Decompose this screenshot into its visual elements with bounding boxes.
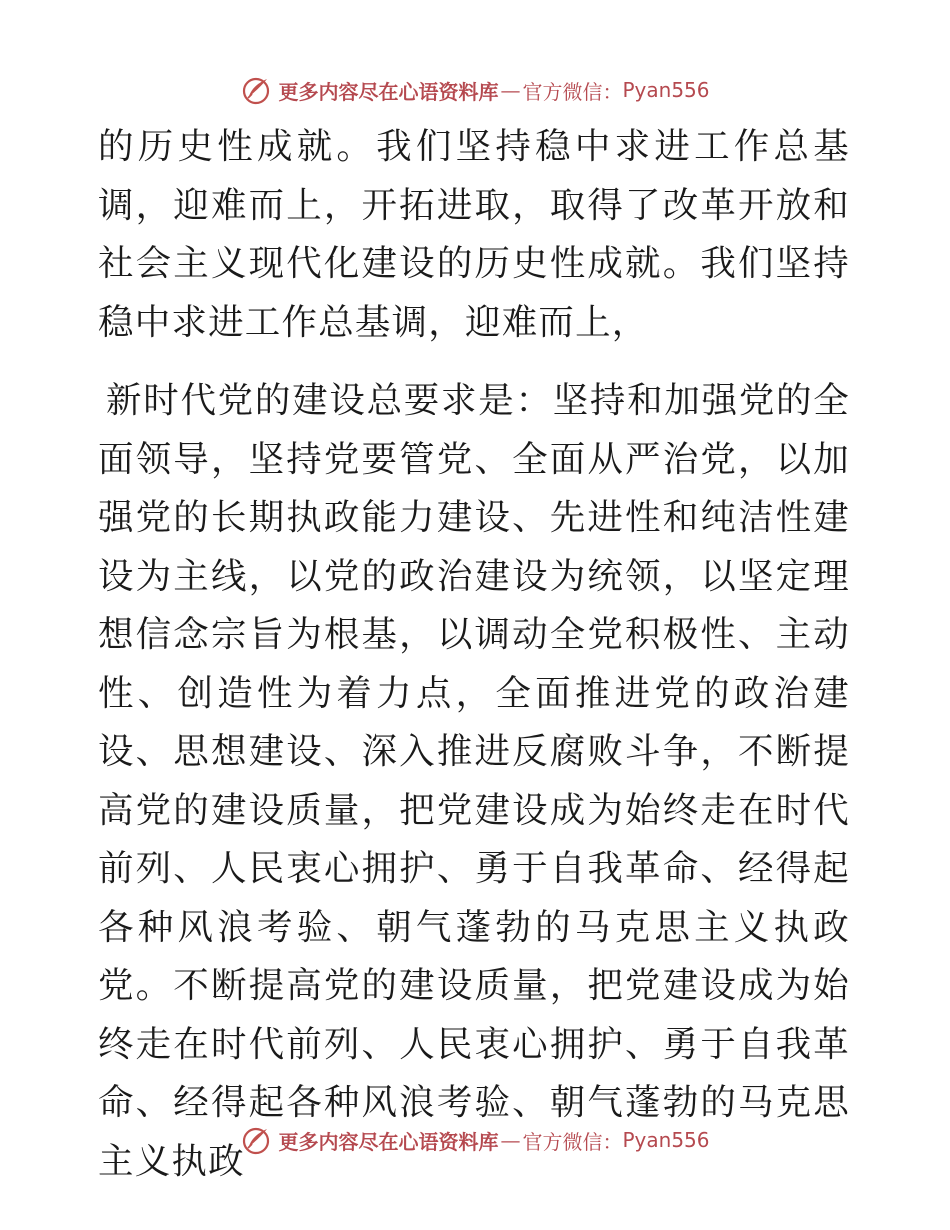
paragraph-2: 新时代党的建设总要求是：坚持和加强党的全面领导，坚持党要管党、全面从严治党，以加强党的长期执政能力建设、先进性和纯洁性建设为主线，以党的政治建设为统领，以坚定理想信念宗旨为根基，以调动全党积极性、主动性、创造性为着力点，全面推进党的政治建设、思想建设、深入推进反腐败斗争，不断提高党的建设质量，把党建设成为始终走在时代前列、人民衷心拥护、勇于自我革命、经得起各种风浪考验、朝气蓬勃的马克思主义执政党。不断提高党的建设质量，把党建设成为始终走在时代前列、人民衷心拥护、勇于自我革命、经得起各种风浪考验、朝气蓬勃的马克思主义执政 [98, 380, 850, 1182]
footer-wechat-handle: Pyan556 [622, 1128, 710, 1152]
paragraph-1: 的历史性成就。我们坚持稳中求进工作总基调，迎难而上，开拓进取，取得了改革开放和社会主义现代化建设的历史性成就。我们坚持稳中求进工作总基调，迎难而上， [98, 126, 850, 343]
footer-separator: — [500, 1128, 521, 1152]
footer-brand-text: 更多内容尽在心语资料库 [278, 1129, 499, 1154]
banner-separator: — [500, 78, 521, 102]
banner-contact-label: 官方微信： [522, 79, 623, 104]
footer-watermark-banner [0, 1120, 950, 1160]
footer-contact-label: 官方微信： [522, 1129, 623, 1154]
banner-brand-text: 更多内容尽在心语资料库 [278, 79, 499, 104]
document-body [98, 118, 850, 1191]
quill-pen-logo-icon [240, 74, 272, 106]
banner-wechat-handle: Pyan556 [622, 78, 710, 102]
quill-pen-logo-icon [240, 1124, 272, 1156]
header-watermark-banner [0, 70, 950, 110]
